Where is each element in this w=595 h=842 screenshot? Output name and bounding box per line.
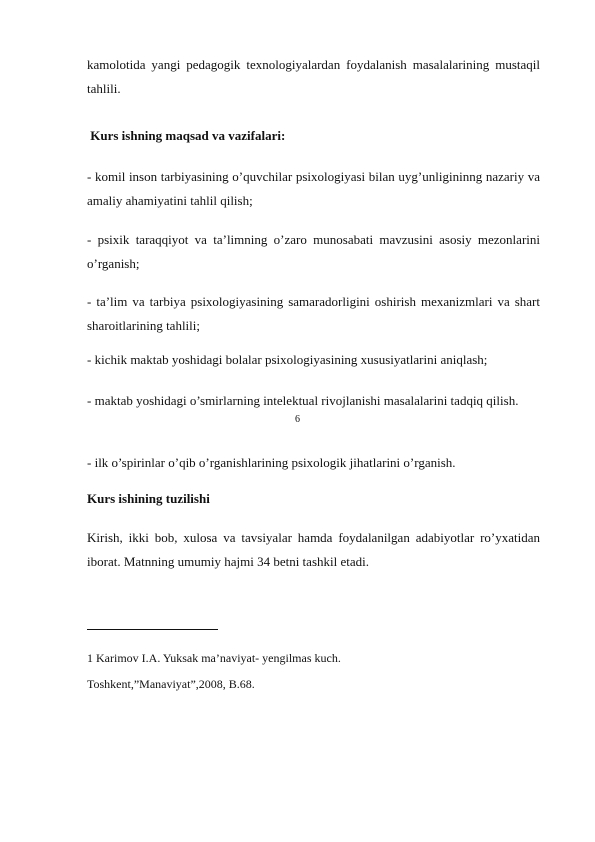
goal-item-3: - ta’lim va tarbiya psixologiyasining samaradorligini oshirish mexanizmlari va shart sharoitlarining tahlili; [87,294,540,333]
footnote-line-2: Toshkent,”Manaviyat”,2008, B.68. [87,677,255,691]
structure-paragraph: Kirish, ikki bob, xulosa va tavsiyalar hamda foydalanilgan adabiyotlar ro’yxatidan iborat. Matnning umumiy hajmi 34 betni tashkil etadi. [87,530,540,569]
footnote-separator [87,629,218,630]
page-number: 6 [295,414,300,425]
goal-item-5: - maktab yoshidagi o’smirlarning intelektual rivojlanishi masalalarini tadqiq qilish. [87,393,519,408]
goals-heading: Kurs ishning maqsad va vazifalari: [87,128,286,143]
intro-continuation-paragraph: kamolotida yangi pedagogik texnologiyalardan foydalanish masalalarining mustaqil tahlili. [87,57,540,96]
goal-item-6: - ilk o’spirinlar o’qib o’rganishlarining psixologik jihatlarini o’rganish. [87,455,456,470]
structure-heading: Kurs ishining tuzilishi [87,491,210,506]
footnote-line-1: 1 Karimov I.A. Yuksak ma’naviyat- yengilmas kuch. [87,651,341,665]
goal-item-2: - psixik taraqqiyot va ta’limning o’zaro munosabati mavzusini asosiy mezonlarini o’rganish; [87,232,540,271]
goal-item-1: - komil inson tarbiyasining o’quvchilar psixologiyasi bilan uyg’unligininng nazariy va amaliy ahamiyatini tahlil qilish; [87,169,540,208]
goal-item-4: - kichik maktab yoshidagi bolalar psixologiyasining xususiyatlarini aniqlash; [87,352,488,367]
